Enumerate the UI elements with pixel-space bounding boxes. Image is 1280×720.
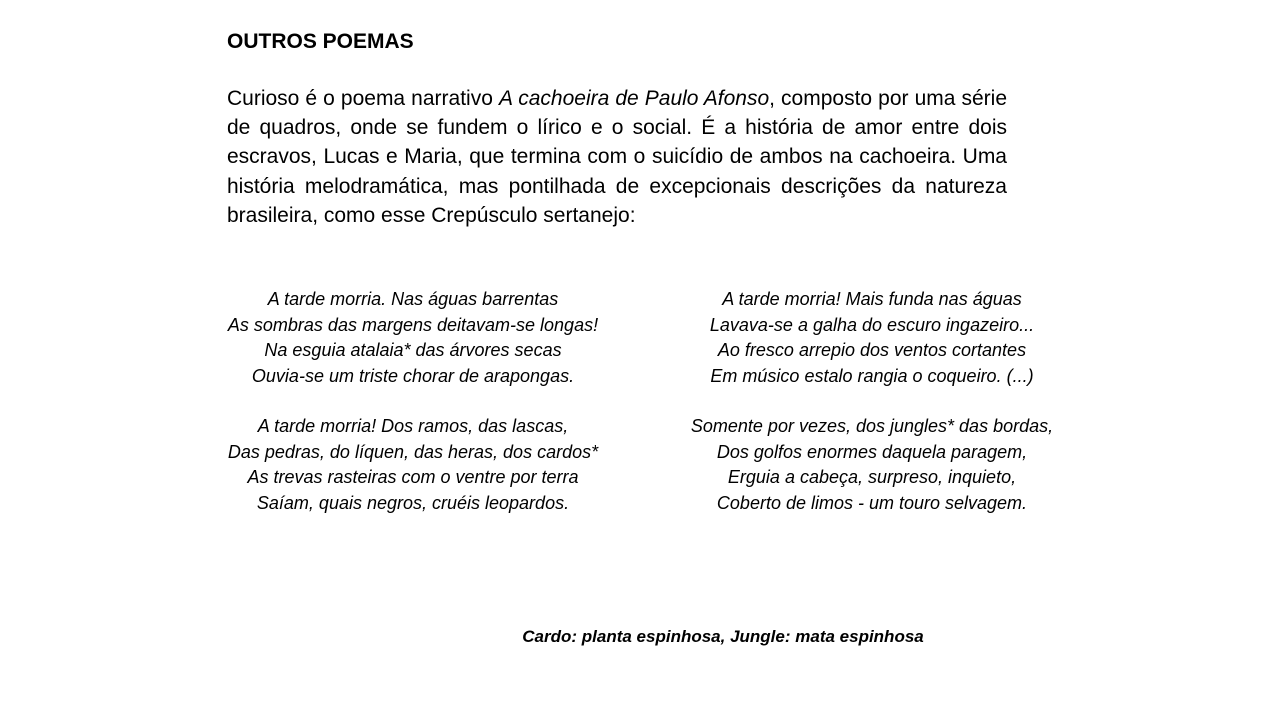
section-heading: OUTROS POEMAS	[227, 30, 414, 53]
poem-line: Ao fresco arrepio dos ventos cortantes	[717, 340, 1027, 360]
poem-line: A tarde morria! Dos ramos, das lascas,	[257, 416, 569, 436]
footnote: Cardo: planta espinhosa, Jungle: mata espinhosa	[522, 627, 924, 646]
poem-line: Dos golfos enormes daquela paragem,	[716, 441, 1028, 462]
poem-line: Em músico estalo rangia o coqueiro. (...)	[710, 365, 1034, 386]
poem-stanza	[652, 414, 1092, 516]
poem-stanza	[652, 287, 1092, 389]
intro-paragraph	[227, 84, 1007, 230]
poem-line: Erguia a cabeça, surpreso, inquieto,	[727, 467, 1017, 487]
poem-column-left	[172, 287, 654, 516]
poem-line: Ouvia-se um triste chorar de arapongas.	[251, 365, 575, 386]
poem-stanza	[172, 414, 654, 516]
poem-line: A tarde morria! Mais funda nas águas	[722, 289, 1022, 309]
poem-line: A tarde morria. Nas águas barrentas	[267, 289, 559, 309]
poem-stanza	[172, 287, 654, 389]
poem-line: Na esguia atalaia* das árvores secas	[264, 340, 562, 360]
poem-line: Lavava-se a galha do escuro ingazeiro...	[709, 314, 1035, 335]
poem-line: As sombras das margens deitavam-se longas!	[227, 314, 599, 335]
intro-text-rest: , composto por uma série de quadros, onde se fundem o lírico e o social. É a história de amor entre dois escravos, Lucas e Maria, que termina com o suicídio de ambos na cachoeira. Uma história melodramática, mas pontilhada de excepcionais descrições da natureza brasileira, como esse Crepúsculo sertanejo:	[227, 87, 1008, 227]
intro-text-start: Curioso é o poema narrativo	[227, 87, 499, 110]
poem-line: Saíam, quais negros, cruéis leopardos.	[256, 492, 570, 513]
poem-line: Coberto de limos - um touro selvagem.	[716, 492, 1028, 513]
poem-line: Somente por vezes, dos jungles* das bordas,	[690, 416, 1054, 436]
work-title: A cachoeira de Paulo Afonso	[498, 87, 770, 110]
poem-line: As trevas rasteiras com o ventre por terra	[247, 467, 579, 487]
poem-column-right	[652, 287, 1092, 516]
poem-line: Das pedras, do líquen, das heras, dos cardos*	[227, 441, 599, 462]
